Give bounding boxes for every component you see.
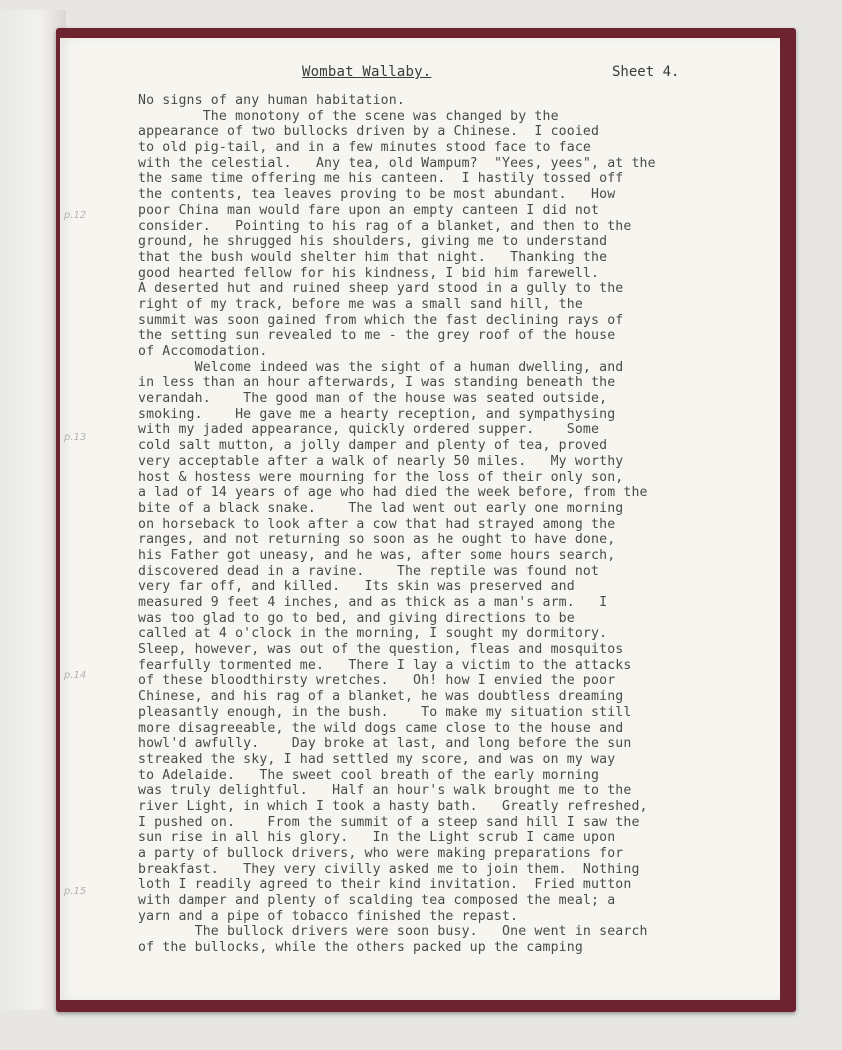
text-line: The monotony of the scene was changed by the: [138, 108, 559, 124]
text-line: was too glad to go to bed, and giving directions to be: [138, 610, 575, 626]
text-line: summit was soon gained from which the fast declining rays of: [138, 312, 624, 328]
text-line: verandah. The good man of the house was seated outside,: [138, 391, 608, 407]
text-line: poor China man would fare upon an empty canteen I did not: [138, 202, 600, 218]
text-line: in less than an hour afterwards, I was standing beneath the: [138, 375, 616, 391]
text-line: breakfast. They very civilly asked me to join them. Nothing: [138, 861, 640, 877]
text-line: pleasantly enough, in the bush. To make my situation still: [138, 704, 632, 720]
text-line: more disagreeable, the wild dogs came close to the house and: [138, 720, 624, 736]
margin-note: p.12: [64, 210, 87, 221]
text-line: with my jaded appearance, quickly ordered supper. Some: [138, 422, 600, 438]
text-line: The bullock drivers were soon busy. One went in search: [138, 924, 648, 940]
text-line: I pushed on. From the summit of a steep sand hill I saw the: [138, 814, 640, 830]
text-line: to Adelaide. The sweet cool breath of the early morning: [138, 767, 600, 783]
text-line: the same time offering me his canteen. I hastily tossed off: [138, 171, 624, 187]
text-line: of the bullocks, while the others packed up the camping: [138, 940, 583, 956]
typed-text-body: [138, 93, 738, 956]
text-line: A deserted hut and ruined sheep yard stood in a gully to the: [138, 281, 624, 297]
text-line: measured 9 feet 4 inches, and as thick as a man's arm. I: [138, 595, 608, 610]
text-line: Sleep, however, was out of the question, fleas and mosquitos: [138, 642, 624, 658]
text-line: of Accomodation.: [138, 344, 268, 359]
text-line: on horseback to look after a cow that had strayed among the: [138, 516, 616, 532]
text-line: good hearted fellow for his kindness, I bid him farewell.: [138, 265, 600, 281]
text-line: the contents, tea leaves proving to be most abundant. How: [138, 187, 616, 203]
text-line: that the bush would shelter him that night. Thanking the: [138, 249, 608, 265]
text-line: of these bloodthirsty wretches. Oh! how I envied the poor: [138, 673, 616, 689]
text-line: very acceptable after a walk of nearly 50 miles. My worthy: [138, 453, 624, 469]
text-line: to old pig-tail, and in a few minutes stood face to face: [138, 140, 592, 156]
text-line: very far off, and killed. Its skin was preserved and: [138, 579, 575, 595]
text-line: discovered dead in a ravine. The reptile was found not: [138, 563, 600, 579]
text-line: a lad of 14 years of age who had died the week before, from the: [138, 485, 648, 501]
document-title: Wombat Wallaby.: [302, 64, 432, 80]
text-line: No signs of any human habitation.: [138, 93, 405, 108]
sheet-number: Sheet 4.: [612, 64, 680, 80]
text-line: ground, he shrugged his shoulders, giving me to understand: [138, 234, 608, 250]
text-line: a party of bullock drivers, who were making preparations for: [138, 846, 624, 861]
text-line: ranges, and not returning so soon as he ought to have done,: [138, 532, 616, 548]
text-line: Welcome indeed was the sight of a human dwelling, and: [138, 359, 624, 375]
text-line: called at 4 o'clock in the morning, I sought my dormitory.: [138, 626, 608, 642]
text-line: Chinese, and his rag of a blanket, he was doubtless dreaming: [138, 689, 624, 705]
text-line: yarn and a pipe of tobacco finished the repast.: [138, 908, 519, 924]
text-line: cold salt mutton, a jolly damper and plenty of tea, proved: [138, 438, 608, 454]
text-line: smoking. He gave me a hearty reception, and sympathysing: [138, 406, 616, 422]
text-line: streaked the sky, I had settled my score, and was on my way: [138, 751, 616, 767]
text-line: sun rise in all his glory. In the Light scrub I came upon: [138, 830, 616, 846]
text-line: with damper and plenty of scalding tea composed the meal; a: [138, 893, 616, 909]
text-line: appearance of two bullocks driven by a Chinese. I cooied: [138, 124, 600, 140]
margin-note: p.15: [64, 886, 87, 897]
text-line: host & hostess were mourning for the loss of their only son,: [138, 469, 624, 485]
text-line: bite of a black snake. The lad went out early one morning: [138, 500, 624, 516]
text-line: his Father got uneasy, and he was, after some hours search,: [138, 547, 616, 563]
text-line: with the celestial. Any tea, old Wampum? "Yees, yees", at the: [138, 155, 656, 171]
text-line: fearfully tormented me. There I lay a victim to the attacks: [138, 657, 632, 673]
text-line: howl'd awfully. Day broke at last, and long before the sun: [138, 736, 632, 752]
text-line: right of my track, before me was a small sand hill, the: [138, 296, 583, 312]
margin-note: p.13: [64, 432, 87, 443]
margin-note: p.14: [64, 670, 87, 681]
text-line: loth I readily agreed to their kind invitation. Fried mutton: [138, 877, 632, 893]
text-line: consider. Pointing to his rag of a blanket, and then to the: [138, 218, 632, 234]
text-line: was truly delightful. Half an hour's walk brought me to the: [138, 783, 632, 799]
text-line: river Light, in which I took a hasty bath. Greatly refreshed,: [138, 798, 648, 814]
text-line: the setting sun revealed to me - the grey roof of the house: [138, 328, 616, 344]
